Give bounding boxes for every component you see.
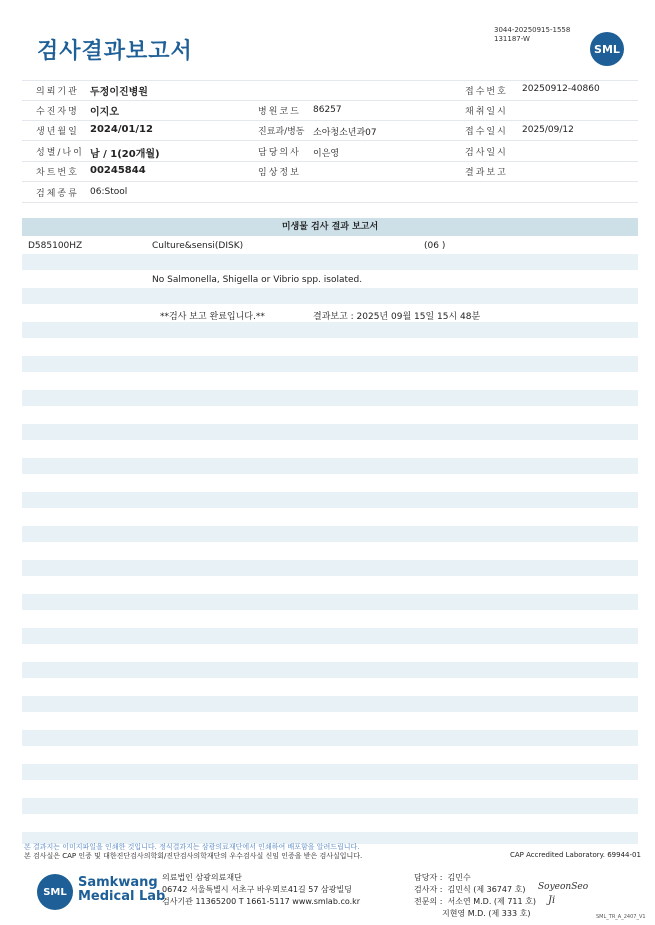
stripe [22, 424, 638, 440]
sml-logo-top: SML [590, 32, 624, 66]
logo-name-line-1: Samkwang [78, 875, 158, 890]
divider [22, 140, 638, 141]
test-date-label: 검사일시 [465, 148, 508, 158]
divider [22, 120, 638, 121]
document-id [494, 26, 570, 44]
lab-address [162, 872, 360, 908]
dept-label: 진료과/병동 [258, 127, 305, 137]
specimen-label: 검체종류 [36, 189, 79, 199]
address: 06742 서울특별시 서초구 바우뫼로41길 57 삼광빌딩 [162, 885, 352, 894]
collect-date-label: 채취일시 [465, 107, 508, 117]
stripe [22, 322, 638, 338]
stripe [22, 526, 638, 542]
receipt-date-label: 접수일시 [465, 127, 508, 137]
birth-value: 2024/01/12 [90, 124, 153, 135]
name-label: 수진자명 [36, 107, 79, 117]
doctor-value: 이은영 [313, 149, 340, 159]
hospital-value: 두정이진병원 [90, 87, 148, 98]
divider [22, 80, 638, 81]
test-code: D585100HZ [28, 241, 83, 251]
page-title: 검사결과보고서 [37, 39, 193, 64]
sex-age-value: 남 / 1(20개월) [90, 149, 160, 160]
stripe [22, 492, 638, 508]
signature-1: SoyeonSeo [538, 882, 589, 892]
org-name: 의료법인 삼광의료재단 [162, 873, 242, 882]
doc-id-line-2: 131187-W [494, 35, 530, 43]
divider [22, 202, 638, 203]
report-label: 결과보고 [465, 168, 508, 178]
chart-value: 00245844 [90, 165, 146, 176]
hospital-label: 의뢰기관 [36, 87, 79, 97]
contact: 검사기관 11365200 T 1661-5117 www.smlab.co.kr [162, 897, 361, 906]
sml-logo-mark: SML [37, 874, 73, 910]
result-finding: No Salmonella, Shigella or Vibrio spp. isolated. [152, 275, 363, 285]
stripe [22, 356, 638, 372]
stripe [22, 458, 638, 474]
complete-message: **검사 보고 완료입니다.** [160, 312, 265, 322]
stripe [22, 254, 638, 270]
logo-name-line-2: Medical Lab [78, 889, 166, 904]
dept-value: 소아청소년과07 [313, 128, 377, 138]
stripe [22, 764, 638, 780]
stripe [22, 594, 638, 610]
name-value: 이지오 [90, 107, 119, 118]
test-name: Culture&sensi(DISK) [152, 241, 244, 251]
result-section-title: 미생물 검사 결과 보고서 [22, 218, 638, 236]
stripe [22, 696, 638, 712]
staff-specialist-1: 전문의 : 서소연 M.D. (제 711 호) [414, 897, 536, 906]
stripe [22, 560, 638, 576]
stripe [22, 798, 638, 814]
image-notice: 본 결과지는 이미지파일을 인쇄한 것입니다. 정식결과지는 삼광의료재단에서 인쇄하여 배포함을 알려드립니다. [24, 843, 360, 851]
doctor-label: 담당의사 [258, 148, 301, 158]
sml-logo-name [78, 876, 165, 904]
stripe [22, 288, 638, 304]
receipt-no-value: 20250912-40860 [522, 84, 600, 94]
staff-manager: 담당자 : 김민수 [414, 873, 471, 882]
clinical-label: 임상정보 [258, 168, 301, 178]
stripe [22, 730, 638, 746]
doc-id-line-1: 3044-20250915-1558 [494, 26, 571, 34]
accreditation-notice: 본 검사실은 CAP 인증 및 대한진단검사의학회/진단검사의학재단의 우수검사실 신임 인증을 받은 검사실입니다. [24, 852, 363, 860]
stripe [22, 390, 638, 406]
sex-age-label: 성별/나이 [36, 148, 84, 158]
divider [22, 100, 638, 101]
report-time: 결과보고 : 2025년 09월 15일 15시 48분 [313, 312, 481, 322]
receipt-no-label: 접수번호 [465, 87, 508, 97]
chart-label: 차트번호 [36, 168, 79, 178]
receipt-date-value: 2025/09/12 [522, 125, 574, 135]
staff-specialist-2: 지현영 M.D. (제 333 호) [414, 909, 531, 918]
hospital-code-label: 병원코드 [258, 107, 301, 117]
form-code: SML_TR_A_2407_V1 [596, 914, 646, 920]
hospital-code-value: 86257 [313, 105, 342, 115]
stripe [22, 662, 638, 678]
specimen-value: 06:Stool [90, 187, 128, 197]
divider [22, 181, 638, 182]
signature-2: Ji [548, 895, 556, 906]
cap-accreditation: CAP Accredited Laboratory. 69944-01 [510, 851, 641, 859]
birth-label: 생년월일 [36, 127, 79, 137]
specimen-code: (06 ) [424, 241, 446, 251]
staff-tester: 검사자 : 김민식 (제 36747 호) [414, 885, 526, 894]
divider [22, 161, 638, 162]
staff-signatures [414, 872, 536, 920]
stripe [22, 628, 638, 644]
sml-logo-bottom [37, 874, 166, 910]
